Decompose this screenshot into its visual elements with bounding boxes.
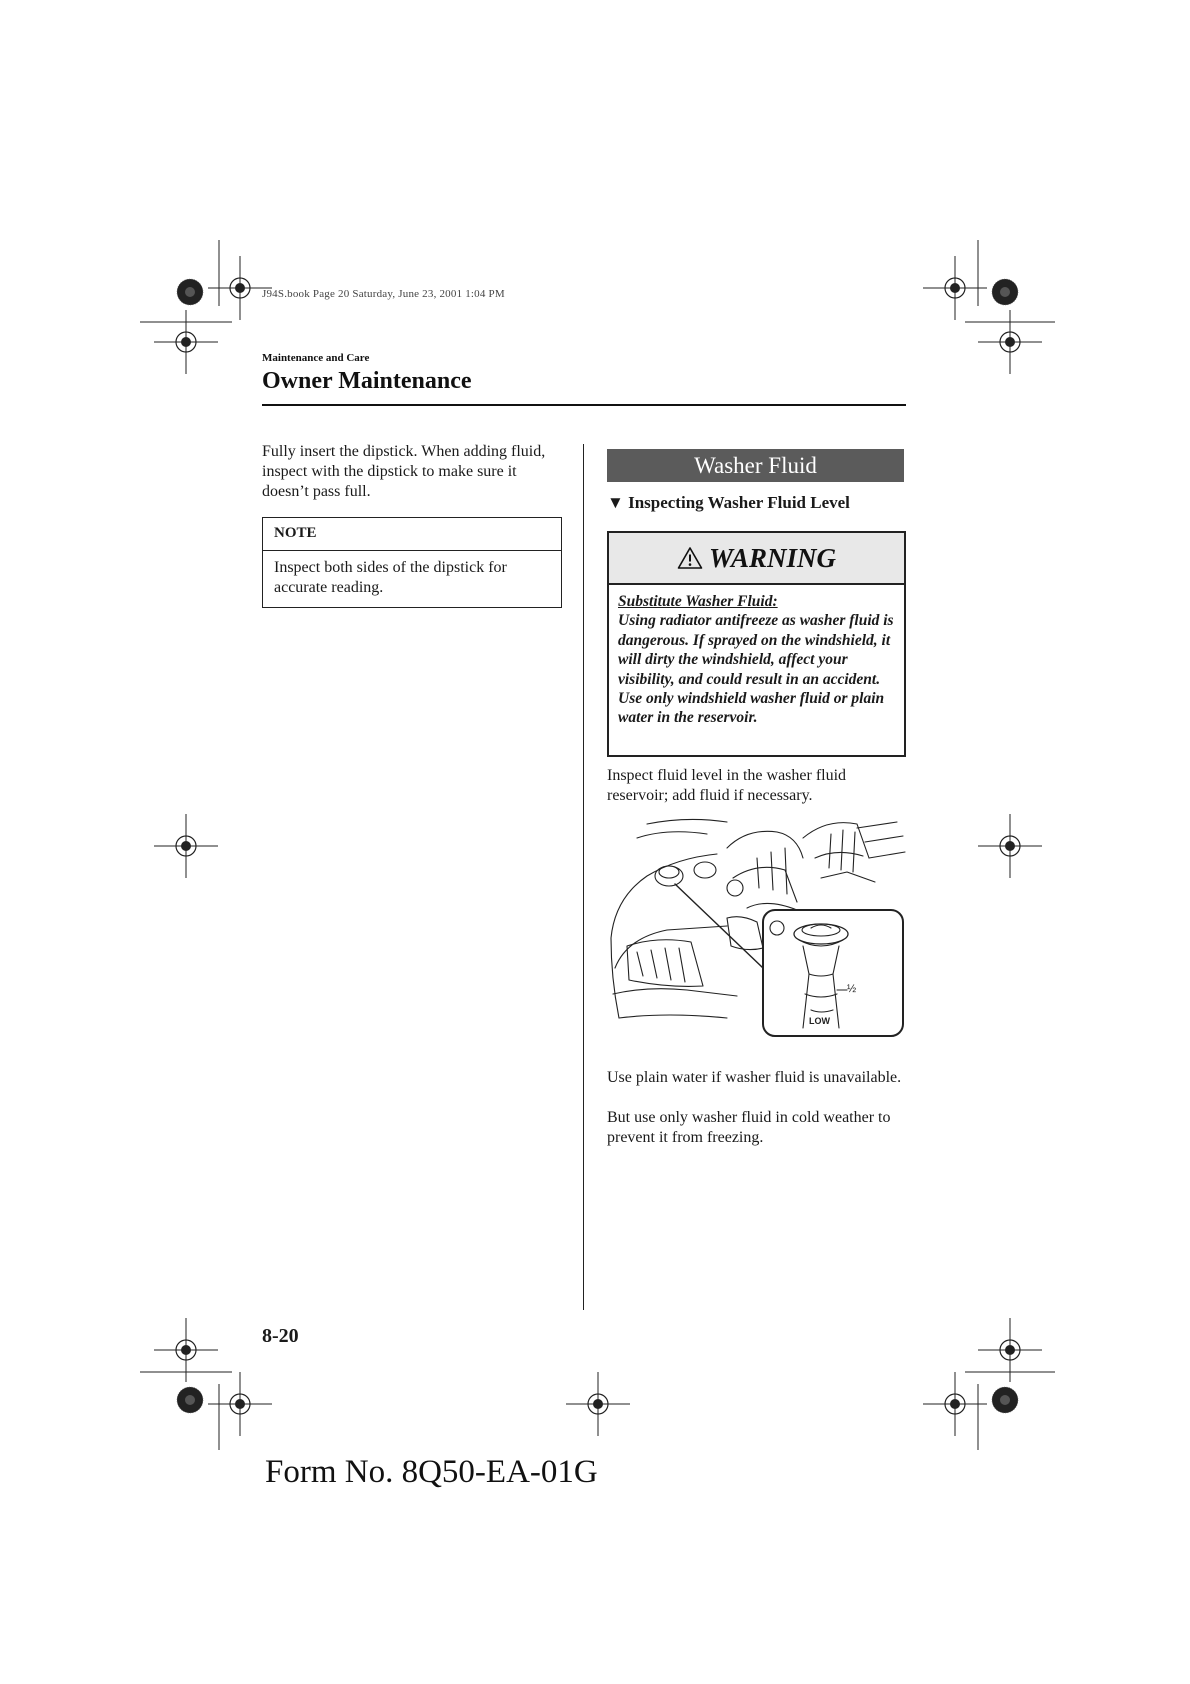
column-divider (583, 444, 584, 1310)
low-mark-label: LOW (809, 1016, 830, 1026)
washer-reservoir-illustration (607, 818, 907, 1040)
half-mark-label: ½ (847, 983, 857, 995)
note-text: Inspect both sides of the dipstick for accurate reading. (274, 559, 507, 596)
warning-text: Using radiator antifreeze as washer fluid is dangerous. If sprayed on the windshield, it will dirty the windshield, affect your visibility, and could result in an accident. Use only windshield washer fluid or plain water in the reservoir. (618, 612, 894, 727)
warning-header (609, 533, 904, 585)
section-label: Maintenance and Care (262, 352, 370, 364)
triangle-down-icon: ▼ (607, 493, 624, 512)
warning-subtitle: Substitute Washer Fluid: (618, 593, 778, 610)
page-title: Owner Maintenance (262, 368, 472, 394)
washer-fluid-banner: Washer Fluid (607, 449, 904, 482)
warning-box (607, 531, 906, 757)
note-box (262, 517, 562, 608)
cold-weather-paragraph: But use only washer fluid in cold weather to prevent it from freezing. (607, 1109, 891, 1146)
subheading-text: Inspecting Washer Fluid Level (628, 493, 850, 512)
warning-triangle-icon (677, 546, 703, 570)
plain-water-paragraph: Use plain water if washer fluid is unavailable. (607, 1069, 902, 1086)
book-slug: J94S.book Page 20 Saturday, June 23, 2001 1:04 PM (262, 288, 505, 300)
subheading (607, 493, 850, 513)
warning-body (609, 585, 904, 728)
inspect-paragraph: Inspect fluid level in the washer fluid reservoir; add fluid if necessary. (607, 767, 847, 804)
warning-title: WARNING (708, 542, 837, 573)
form-number: Form No. 8Q50-EA-01G (265, 1454, 598, 1490)
note-heading: NOTE (263, 518, 561, 551)
dipstick-paragraph: Fully insert the dipstick. When adding fluid, inspect with the dipstick to make sure it doesn’t pass full. (262, 443, 546, 500)
title-rule (262, 404, 906, 406)
page-number: 8-20 (262, 1325, 299, 1347)
